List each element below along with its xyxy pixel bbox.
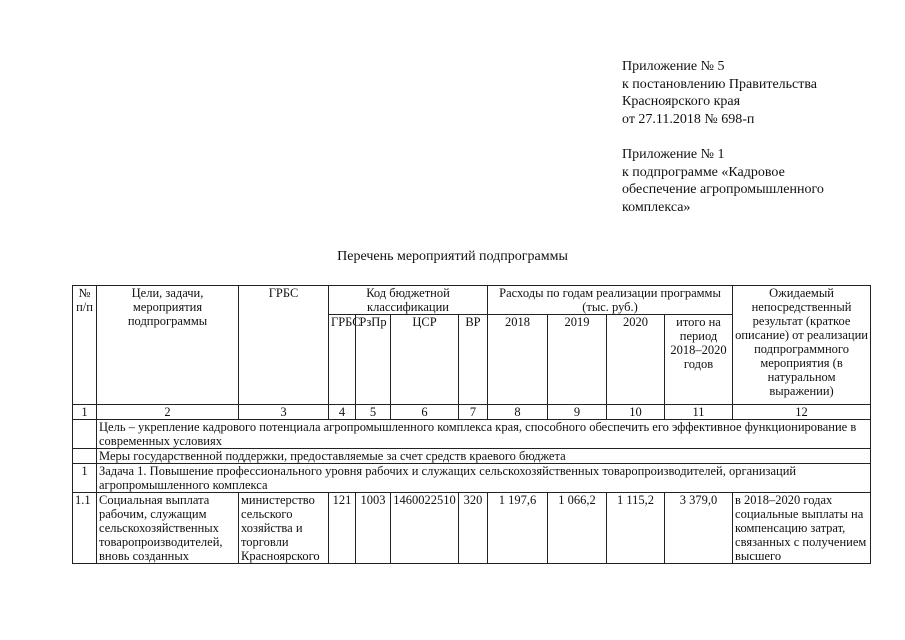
table-row xyxy=(73,493,871,564)
header-result: Ожидаемый непосредственный результат (краткое описание) от реализации подпрограммного мероприятия (в натуральном выражении) xyxy=(733,286,871,405)
row-2018: 1 197,6 xyxy=(488,493,548,564)
subheader-2019: 2019 xyxy=(548,315,607,405)
col-number: 3 xyxy=(239,405,329,420)
header-grbs: ГРБС xyxy=(239,286,329,405)
appendix-5-header xyxy=(622,58,817,128)
subheader-total: итого на период 2018–2020 годов xyxy=(665,315,733,405)
header-code: Код бюджетной классификации xyxy=(329,286,488,315)
document-title: Перечень мероприятий подпрограммы xyxy=(337,249,568,264)
row-name: Социальная выплата рабочим, служащим сельскохозяйственных товаропроизводителей, вновь созданных xyxy=(97,493,239,564)
header-line: обеспечение агропромышленного xyxy=(622,182,824,197)
header-line: к постановлению Правительства xyxy=(622,76,818,92)
col-number: 12 xyxy=(733,405,871,420)
measures-row xyxy=(73,449,871,464)
row-result: в 2018–2020 годах социальные выплаты на компенсацию затрат, связанных с получением высшего xyxy=(733,493,871,564)
header-line: к подпрограмме «Кадровое xyxy=(622,164,785,180)
goal-text: Цель – укрепление кадрового потенциала агропромышленного комплекса края, способного обеспечить его эффективное функционирование в современных условиях xyxy=(97,420,871,449)
row-num: 1.1 xyxy=(73,493,97,564)
goal-row xyxy=(73,420,871,449)
measures-num-cell xyxy=(73,449,97,464)
col-number: 10 xyxy=(607,405,665,420)
row-rzpr: 1003 xyxy=(356,493,391,564)
row-total: 3 379,0 xyxy=(665,493,733,564)
header-line: Приложение № 5 xyxy=(622,59,725,74)
col-number: 2 xyxy=(97,405,239,420)
col-number: 5 xyxy=(356,405,391,420)
header-line: от 27.11.2018 № 698-п xyxy=(622,111,755,127)
row-vr: 320 xyxy=(459,493,488,564)
measures-text: Меры государственной поддержки, предоставляемые за счет средств краевого бюджета xyxy=(97,449,871,464)
header-goals: Цели, задачи, мероприятия подпрограммы xyxy=(97,286,239,405)
subheader-vr: ВР xyxy=(459,315,488,405)
col-number: 6 xyxy=(391,405,459,420)
col-number: 11 xyxy=(665,405,733,420)
header-line: комплекса» xyxy=(622,199,691,215)
subheader-csr: ЦСР xyxy=(391,315,459,405)
column-numbers-row xyxy=(73,405,871,420)
task-text: Задача 1. Повышение профессионального уровня рабочих и служащих сельскохозяйственных товаропроизводителей, организаций агропромышленного комплекса xyxy=(97,464,871,493)
subheader-2020: 2020 xyxy=(607,315,665,405)
task-row xyxy=(73,464,871,493)
row-grbs-name: министерство сельского хозяйства и торговли Красноярского xyxy=(239,493,329,564)
header-num: № п/п xyxy=(73,286,97,405)
subheader-2018: 2018 xyxy=(488,315,548,405)
row-grbs: 121 xyxy=(329,493,356,564)
row-csr: 1460022510 xyxy=(391,493,459,564)
header-line: Приложение № 1 xyxy=(622,147,725,162)
row-2019: 1 066,2 xyxy=(548,493,607,564)
appendix-1-header xyxy=(622,146,824,216)
col-number: 7 xyxy=(459,405,488,420)
subheader-grbs: ГРБС xyxy=(329,315,356,405)
col-number: 9 xyxy=(548,405,607,420)
subheader-rzpr: РзПр xyxy=(356,315,391,405)
col-number: 4 xyxy=(329,405,356,420)
header-line: Красноярского края xyxy=(622,94,741,109)
header-expenses: Расходы по годам реализации программы (тыс. руб.) xyxy=(488,286,733,315)
task-num: 1 xyxy=(73,464,97,493)
col-number: 1 xyxy=(73,405,97,420)
measures-table xyxy=(72,285,871,564)
header-row xyxy=(73,286,871,315)
goal-num-cell xyxy=(73,420,97,449)
col-number: 8 xyxy=(488,405,548,420)
row-2020: 1 115,2 xyxy=(607,493,665,564)
